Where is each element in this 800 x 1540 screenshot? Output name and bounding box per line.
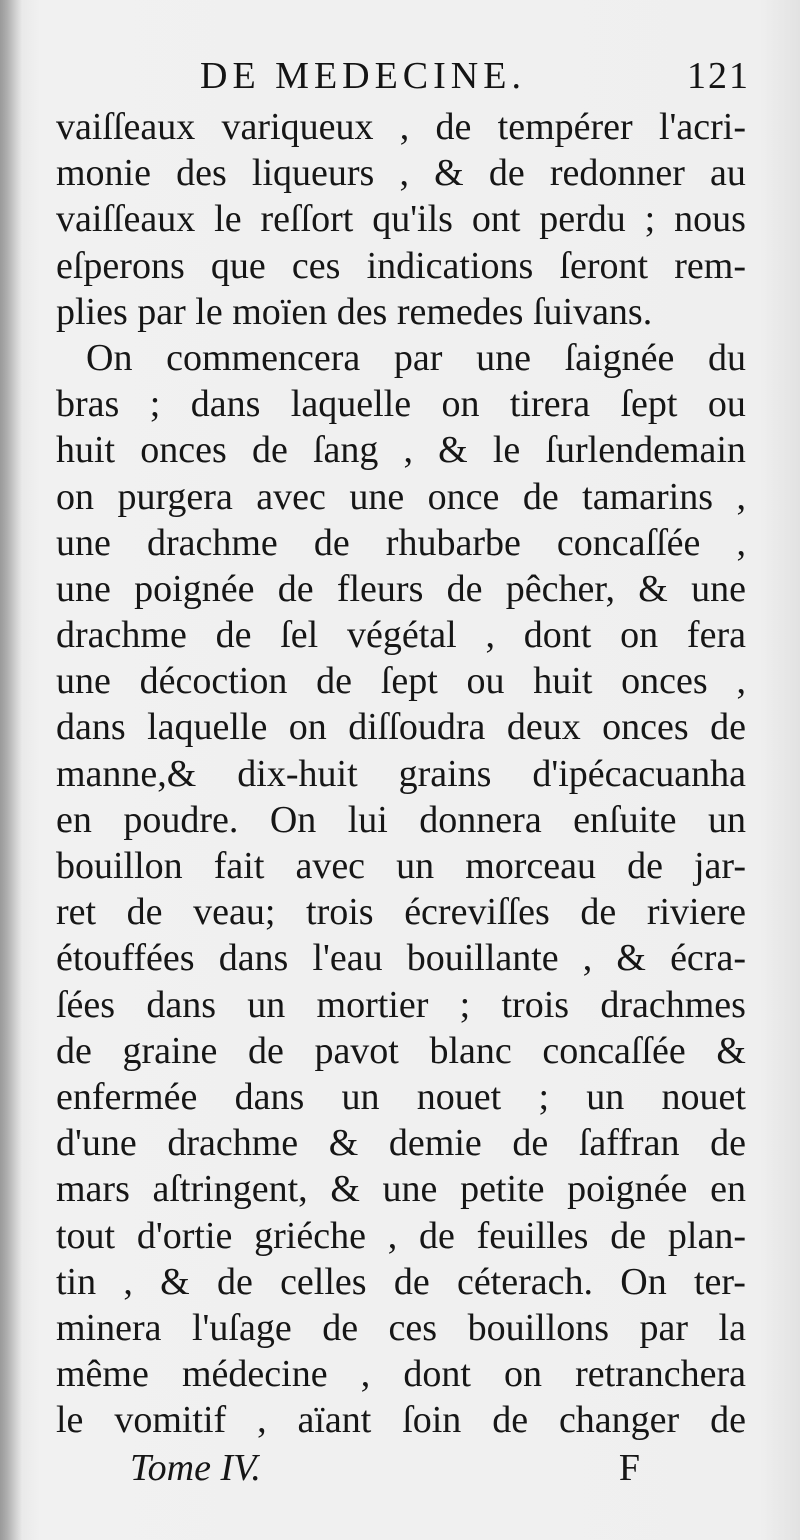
word: vaiſſeaux xyxy=(56,106,196,148)
word: & xyxy=(638,567,668,610)
word: petite xyxy=(460,1168,545,1211)
text-line xyxy=(56,474,746,520)
word: ; xyxy=(538,1075,549,1118)
word: deux xyxy=(506,706,581,749)
word: ou xyxy=(707,383,746,426)
word: de xyxy=(512,1122,549,1165)
text-line xyxy=(56,1120,746,1166)
word: & xyxy=(616,937,646,980)
word: , xyxy=(399,106,410,148)
text-line xyxy=(56,935,746,981)
word: bouillons xyxy=(467,1306,610,1349)
word: végétal xyxy=(347,614,457,657)
word: dans xyxy=(218,937,289,980)
word: , xyxy=(736,660,746,703)
text-line xyxy=(56,427,746,473)
word: de xyxy=(710,1399,746,1442)
running-head xyxy=(60,48,750,108)
word: l'eau xyxy=(312,937,383,980)
word: bouillante xyxy=(406,937,559,980)
word: ſel xyxy=(280,614,319,657)
word: pêcher, xyxy=(505,567,616,610)
word: eſperons xyxy=(56,244,185,287)
text-line xyxy=(56,1259,746,1305)
word: plan- xyxy=(667,1214,746,1257)
word: de xyxy=(418,1214,455,1257)
word: en xyxy=(710,1168,746,1211)
word: , xyxy=(403,429,414,472)
word: on xyxy=(56,475,94,518)
text-line xyxy=(56,982,746,1028)
text-line xyxy=(56,196,746,242)
word: on xyxy=(504,1353,543,1396)
word: écreviſſes xyxy=(404,891,550,934)
word: laquelle xyxy=(147,706,268,749)
word: de xyxy=(580,891,617,934)
word: ſoin xyxy=(402,1399,462,1442)
word: trois xyxy=(501,983,570,1026)
word: fait xyxy=(213,845,265,887)
word: de xyxy=(710,1122,746,1165)
word: onces xyxy=(602,706,689,749)
word: concaſſée xyxy=(542,1029,686,1072)
word: ont xyxy=(471,198,521,241)
word: un xyxy=(586,1075,625,1118)
word: de xyxy=(313,521,350,564)
text-line xyxy=(56,1074,746,1120)
text-line xyxy=(56,566,746,612)
word: que xyxy=(210,244,266,287)
word: de xyxy=(393,1260,430,1303)
word: On xyxy=(269,798,317,841)
word: ſaffran xyxy=(578,1122,680,1165)
word: concaſſée xyxy=(556,521,701,564)
word: purgera xyxy=(117,475,233,518)
word: de xyxy=(435,106,472,148)
word: une xyxy=(56,567,111,610)
text-line xyxy=(56,150,746,196)
word: tamarins xyxy=(582,475,714,518)
page-footer xyxy=(130,1440,640,1496)
word: de xyxy=(522,475,559,518)
text-line xyxy=(56,1351,746,1397)
text-line xyxy=(56,243,746,289)
word: un xyxy=(396,845,435,887)
word: poignée xyxy=(567,1168,688,1211)
word: redonner xyxy=(549,152,685,195)
word: & xyxy=(330,1168,360,1211)
word: demie xyxy=(388,1122,482,1165)
word: l'acri- xyxy=(658,106,746,148)
word: indications xyxy=(366,244,534,287)
word: au xyxy=(710,152,746,195)
word: le xyxy=(56,1399,84,1442)
word: ret xyxy=(56,891,97,934)
word: de xyxy=(492,1399,529,1442)
word: changer xyxy=(558,1399,680,1442)
word: retranchera xyxy=(575,1353,746,1396)
word: des xyxy=(176,152,227,195)
volume-label: Tome IV. xyxy=(130,1447,261,1489)
word: une xyxy=(56,660,111,703)
text-line xyxy=(56,104,746,150)
word: & xyxy=(438,429,468,472)
word: liqueurs xyxy=(251,152,375,195)
word: graine xyxy=(122,1029,218,1072)
word: manne,& xyxy=(56,752,197,795)
word: drachme xyxy=(56,614,187,657)
word: ; xyxy=(459,983,471,1026)
word: , xyxy=(582,937,593,980)
word: drachmes xyxy=(600,983,746,1026)
word: le xyxy=(492,429,521,472)
word: huit xyxy=(533,660,593,703)
word: de xyxy=(488,152,525,195)
word: ſées xyxy=(56,983,116,1026)
word: de xyxy=(277,567,314,610)
word: un xyxy=(708,798,746,841)
word: poudre. xyxy=(123,798,239,841)
word: , xyxy=(399,152,409,195)
word: blanc xyxy=(429,1029,512,1072)
word: une xyxy=(382,1168,438,1211)
word: feuilles xyxy=(476,1214,589,1257)
word: & xyxy=(716,1029,746,1072)
word: étouffées xyxy=(56,937,195,980)
text-line xyxy=(56,704,746,750)
word: onces xyxy=(140,429,227,472)
signature-mark: F xyxy=(618,1447,640,1489)
word: tempérer xyxy=(497,106,633,148)
word: de xyxy=(710,706,746,749)
word: de xyxy=(251,429,288,472)
word: ces xyxy=(388,1306,438,1349)
text-line xyxy=(56,797,746,843)
word: rem- xyxy=(674,244,746,287)
word: ces xyxy=(291,244,341,287)
text-line: plies par le moïen des remedes ſuivans. xyxy=(56,290,653,333)
word: dans xyxy=(190,383,261,426)
word: diſſoudra xyxy=(348,706,486,749)
word: vaiſſeaux xyxy=(56,198,196,241)
word: celles xyxy=(280,1260,367,1303)
word: ſeront xyxy=(559,244,649,287)
word: de xyxy=(126,891,163,934)
word: tirera xyxy=(509,383,591,426)
word: On xyxy=(620,1260,667,1303)
word: de xyxy=(216,1260,253,1303)
word: un xyxy=(247,983,286,1026)
text-line xyxy=(56,658,746,704)
word: grains xyxy=(398,752,492,795)
word: morceau xyxy=(465,845,596,887)
word: on xyxy=(620,614,659,657)
word: ſurlendemain xyxy=(545,429,746,472)
word: monie xyxy=(56,152,151,195)
page-number: 121 xyxy=(687,55,750,97)
word: enſuite xyxy=(573,798,677,841)
text-line xyxy=(56,1397,746,1443)
word: onces xyxy=(621,660,708,703)
word: ſang xyxy=(312,429,379,472)
word: un xyxy=(341,1075,380,1118)
word: nouet xyxy=(661,1075,746,1118)
word: variqueux xyxy=(221,106,374,148)
text-line xyxy=(56,520,746,566)
word: une xyxy=(349,475,405,518)
word: céterach. xyxy=(456,1260,593,1303)
word: veau; xyxy=(193,891,276,934)
word: dix-huit xyxy=(237,752,358,795)
word: fera xyxy=(686,614,746,657)
word: avec xyxy=(256,475,326,518)
word: mars xyxy=(56,1168,130,1211)
word: le xyxy=(214,198,242,241)
word: d'ortie xyxy=(136,1214,233,1257)
word: médecine xyxy=(181,1353,328,1396)
text-line xyxy=(56,889,746,935)
word: bouillon xyxy=(56,845,183,887)
word: nouet xyxy=(416,1075,502,1118)
word: , xyxy=(736,475,746,518)
word: once xyxy=(427,475,500,518)
word: l'uſage xyxy=(192,1306,292,1349)
text-line xyxy=(56,1305,746,1351)
word: on xyxy=(441,383,480,426)
word: trois xyxy=(306,891,374,934)
word: qu'ils xyxy=(372,198,453,241)
word: de xyxy=(610,1214,647,1257)
word: une xyxy=(691,567,746,610)
word: même xyxy=(56,1353,149,1396)
word: ou xyxy=(466,660,505,703)
word: bras xyxy=(56,383,120,426)
word: donnera xyxy=(419,798,542,841)
word: & xyxy=(434,152,464,195)
word: par xyxy=(393,336,443,379)
word: une xyxy=(56,521,111,564)
word: ; xyxy=(644,198,656,241)
word: écra- xyxy=(670,937,746,980)
word: lui xyxy=(347,798,388,841)
word: fleurs xyxy=(336,567,424,610)
word: dans xyxy=(56,706,126,749)
word: de xyxy=(322,1306,359,1349)
text-line xyxy=(56,1166,746,1212)
word: mortier xyxy=(316,983,429,1026)
text-line xyxy=(56,751,746,797)
word: dont xyxy=(403,1353,471,1396)
word: tin xyxy=(56,1260,97,1303)
word: d'une xyxy=(56,1122,137,1165)
word: enfermée xyxy=(56,1075,198,1118)
text-line xyxy=(56,1028,746,1074)
word: avec xyxy=(295,845,366,887)
word: huit xyxy=(56,429,116,472)
text-line xyxy=(56,381,746,427)
word: vomitif xyxy=(114,1399,227,1442)
word: du xyxy=(707,336,746,379)
word: , xyxy=(360,1353,371,1396)
word: la xyxy=(718,1306,746,1349)
word: reſſort xyxy=(260,198,354,241)
word: , xyxy=(257,1399,267,1442)
word: de xyxy=(627,845,663,887)
word: dans xyxy=(234,1075,305,1118)
word: de xyxy=(215,614,252,657)
word: , xyxy=(387,1214,398,1257)
word: ſept xyxy=(620,383,678,426)
word: jar- xyxy=(694,845,746,887)
word: laquelle xyxy=(290,383,412,426)
word: , xyxy=(485,614,496,657)
word: ſept xyxy=(380,660,438,703)
word: pavot xyxy=(314,1029,399,1072)
word: minera xyxy=(56,1306,162,1349)
gutter-shadow xyxy=(0,0,22,1540)
word: de xyxy=(247,1029,284,1072)
text-line-paragraph-start xyxy=(56,335,746,381)
word: nous xyxy=(674,198,746,241)
word: aſtringent, xyxy=(152,1168,308,1211)
word: riviere xyxy=(646,891,746,934)
running-title: DE MEDECINE. xyxy=(200,55,526,97)
word: dans xyxy=(146,983,216,1026)
word: & xyxy=(160,1260,190,1303)
word: décoction xyxy=(139,660,288,703)
text-line xyxy=(56,1213,746,1259)
word: dont xyxy=(523,614,592,657)
word: , xyxy=(736,521,746,564)
word: aïant xyxy=(297,1399,372,1442)
word: en xyxy=(56,798,92,841)
word: On xyxy=(86,336,133,379)
word: par xyxy=(639,1306,689,1349)
word: griéche xyxy=(254,1214,366,1257)
word: de xyxy=(56,1029,92,1072)
word: commencera xyxy=(166,336,361,379)
word: & xyxy=(328,1122,359,1165)
word: ; xyxy=(149,383,161,426)
word: ſaignée xyxy=(564,336,675,379)
word: poignée xyxy=(134,567,255,610)
word: d'ipécacuanha xyxy=(532,752,746,795)
word: drachme xyxy=(167,1122,299,1165)
body-text xyxy=(56,104,746,1443)
word: on xyxy=(288,706,327,749)
text-line xyxy=(56,612,746,658)
word: , xyxy=(123,1260,133,1303)
word: rhubarbe xyxy=(385,521,521,564)
word: perdu xyxy=(539,198,626,241)
word: de xyxy=(316,660,352,703)
word: drachme xyxy=(146,521,278,564)
text-line xyxy=(56,843,746,889)
word: tout xyxy=(56,1214,116,1257)
word: une xyxy=(476,336,531,379)
word: ter- xyxy=(693,1260,746,1303)
word: de xyxy=(446,567,483,610)
